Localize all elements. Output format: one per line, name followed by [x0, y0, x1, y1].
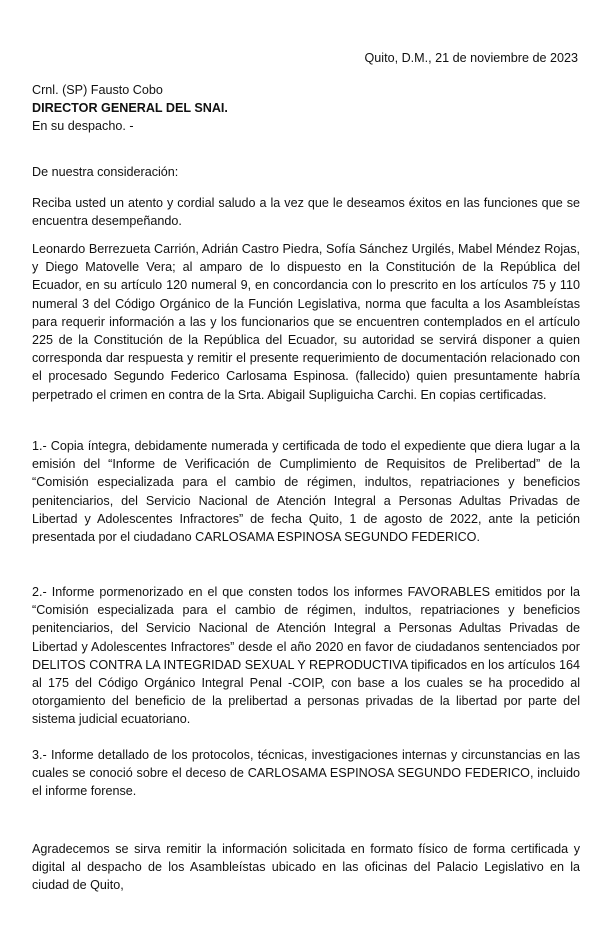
salutation: De nuestra consideración: [32, 165, 179, 179]
recipient-office: En su despacho. - [32, 119, 134, 134]
request-item-2: 2.- Informe pormenorizado en el que consten todos los informes FAVORABLES emitidos por la “Comisión especializada para el cambio de régimen, indultos, repatriaciones y beneficios penitenciarios, del Servicio Nacional de Atención Integral a Personas Adultas Privadas de Libertad y Adolescentes Infractores” desde el año 2020 en favor de ciudadanos sentenciados por DELITOS CONTRA LA INTEGRIDAD SEXUAL Y REPRODUCTIVA tipificados en los artículos 164 al 175 del Código Orgánico Integral Penal -COIP, con base a los cuales se ha procedido al otorgamiento del beneficio de la prelibertad a personas privadas de la libertad por parte del sistema judicial ecuatoriano. [32, 585, 580, 727]
closing-paragraph: Agradecemos se sirva remitir la información solicitada en formato físico de forma certificada y digital al despacho de los Asambleístas ubicado en las oficinas del Palacio Legislativo en la ciudad de Quito, [32, 842, 580, 893]
request-item-1: 1.- Copia íntegra, debidamente numerada y certificada de todo el expediente que diera lugar a la emisión del “Informe de Verificación de Cumplimiento de Requisitos de Prelibertad” de la “Comisión especializada para el cambio de régimen, indultos, repatriaciones y beneficios penitenciarios, del Servicio Nacional de Atención Integral a Personas Adultas Privadas de Libertad y Adolescentes Infractores” de fecha Quito, 1 de agosto de 2022, ante la petición presentada por el ciudadano CARLOSAMA ESPINOSA SEGUNDO FEDERICO. [32, 439, 580, 545]
recipient-title: DIRECTOR GENERAL DEL SNAI. [32, 101, 228, 116]
recipient-block [32, 81, 580, 136]
greeting-paragraph: Reciba usted un atento y cordial saludo a la vez que le deseamos éxitos en las funciones que se encuentra desempeñando. [32, 196, 580, 229]
request-item-3: 3.- Informe detallado de los protocolos, técnicas, investigaciones internas y circunstancias en las cuales se conoció sobre el deceso de CARLOSAMA ESPINOSA SEGUNDO FEDERICO, incluido el informe forense. [32, 748, 580, 799]
recipient-name: Crnl. (SP) Fausto Cobo [32, 83, 163, 97]
letter-date: Quito, D.M., 21 de noviembre de 2023 [364, 50, 578, 65]
intro-paragraph: Leonardo Berrezueta Carrión, Adrián Castro Piedra, Sofía Sánchez Urgilés, Mabel Méndez Rojas, y Diego Matovelle Vera; al amparo de lo dispuesto en la Constitución de la República del Ecuador, en su artículo 120 numeral 9, en concordancia con lo prescrito en los artículos 75 y 110 numeral 3 del Código Orgánico de la Función Legislativa, norma que faculta a los Asambleístas para requerir información a las y los funcionarios que se encuentren contemplados en el artículo 225 de la Constitución de la República del Ecuador, su autoridad se servirá disponer a quien corresponda dar respuesta y remitir el presente requerimiento de documentación relacionado con el procesado Segundo Federico Carlosama Espinosa. (fallecido) quien presuntamente habría perpetrado el crimen en contra de la Srta. Abigail Supliguicha Carchi. En copias certificadas. [32, 242, 580, 402]
